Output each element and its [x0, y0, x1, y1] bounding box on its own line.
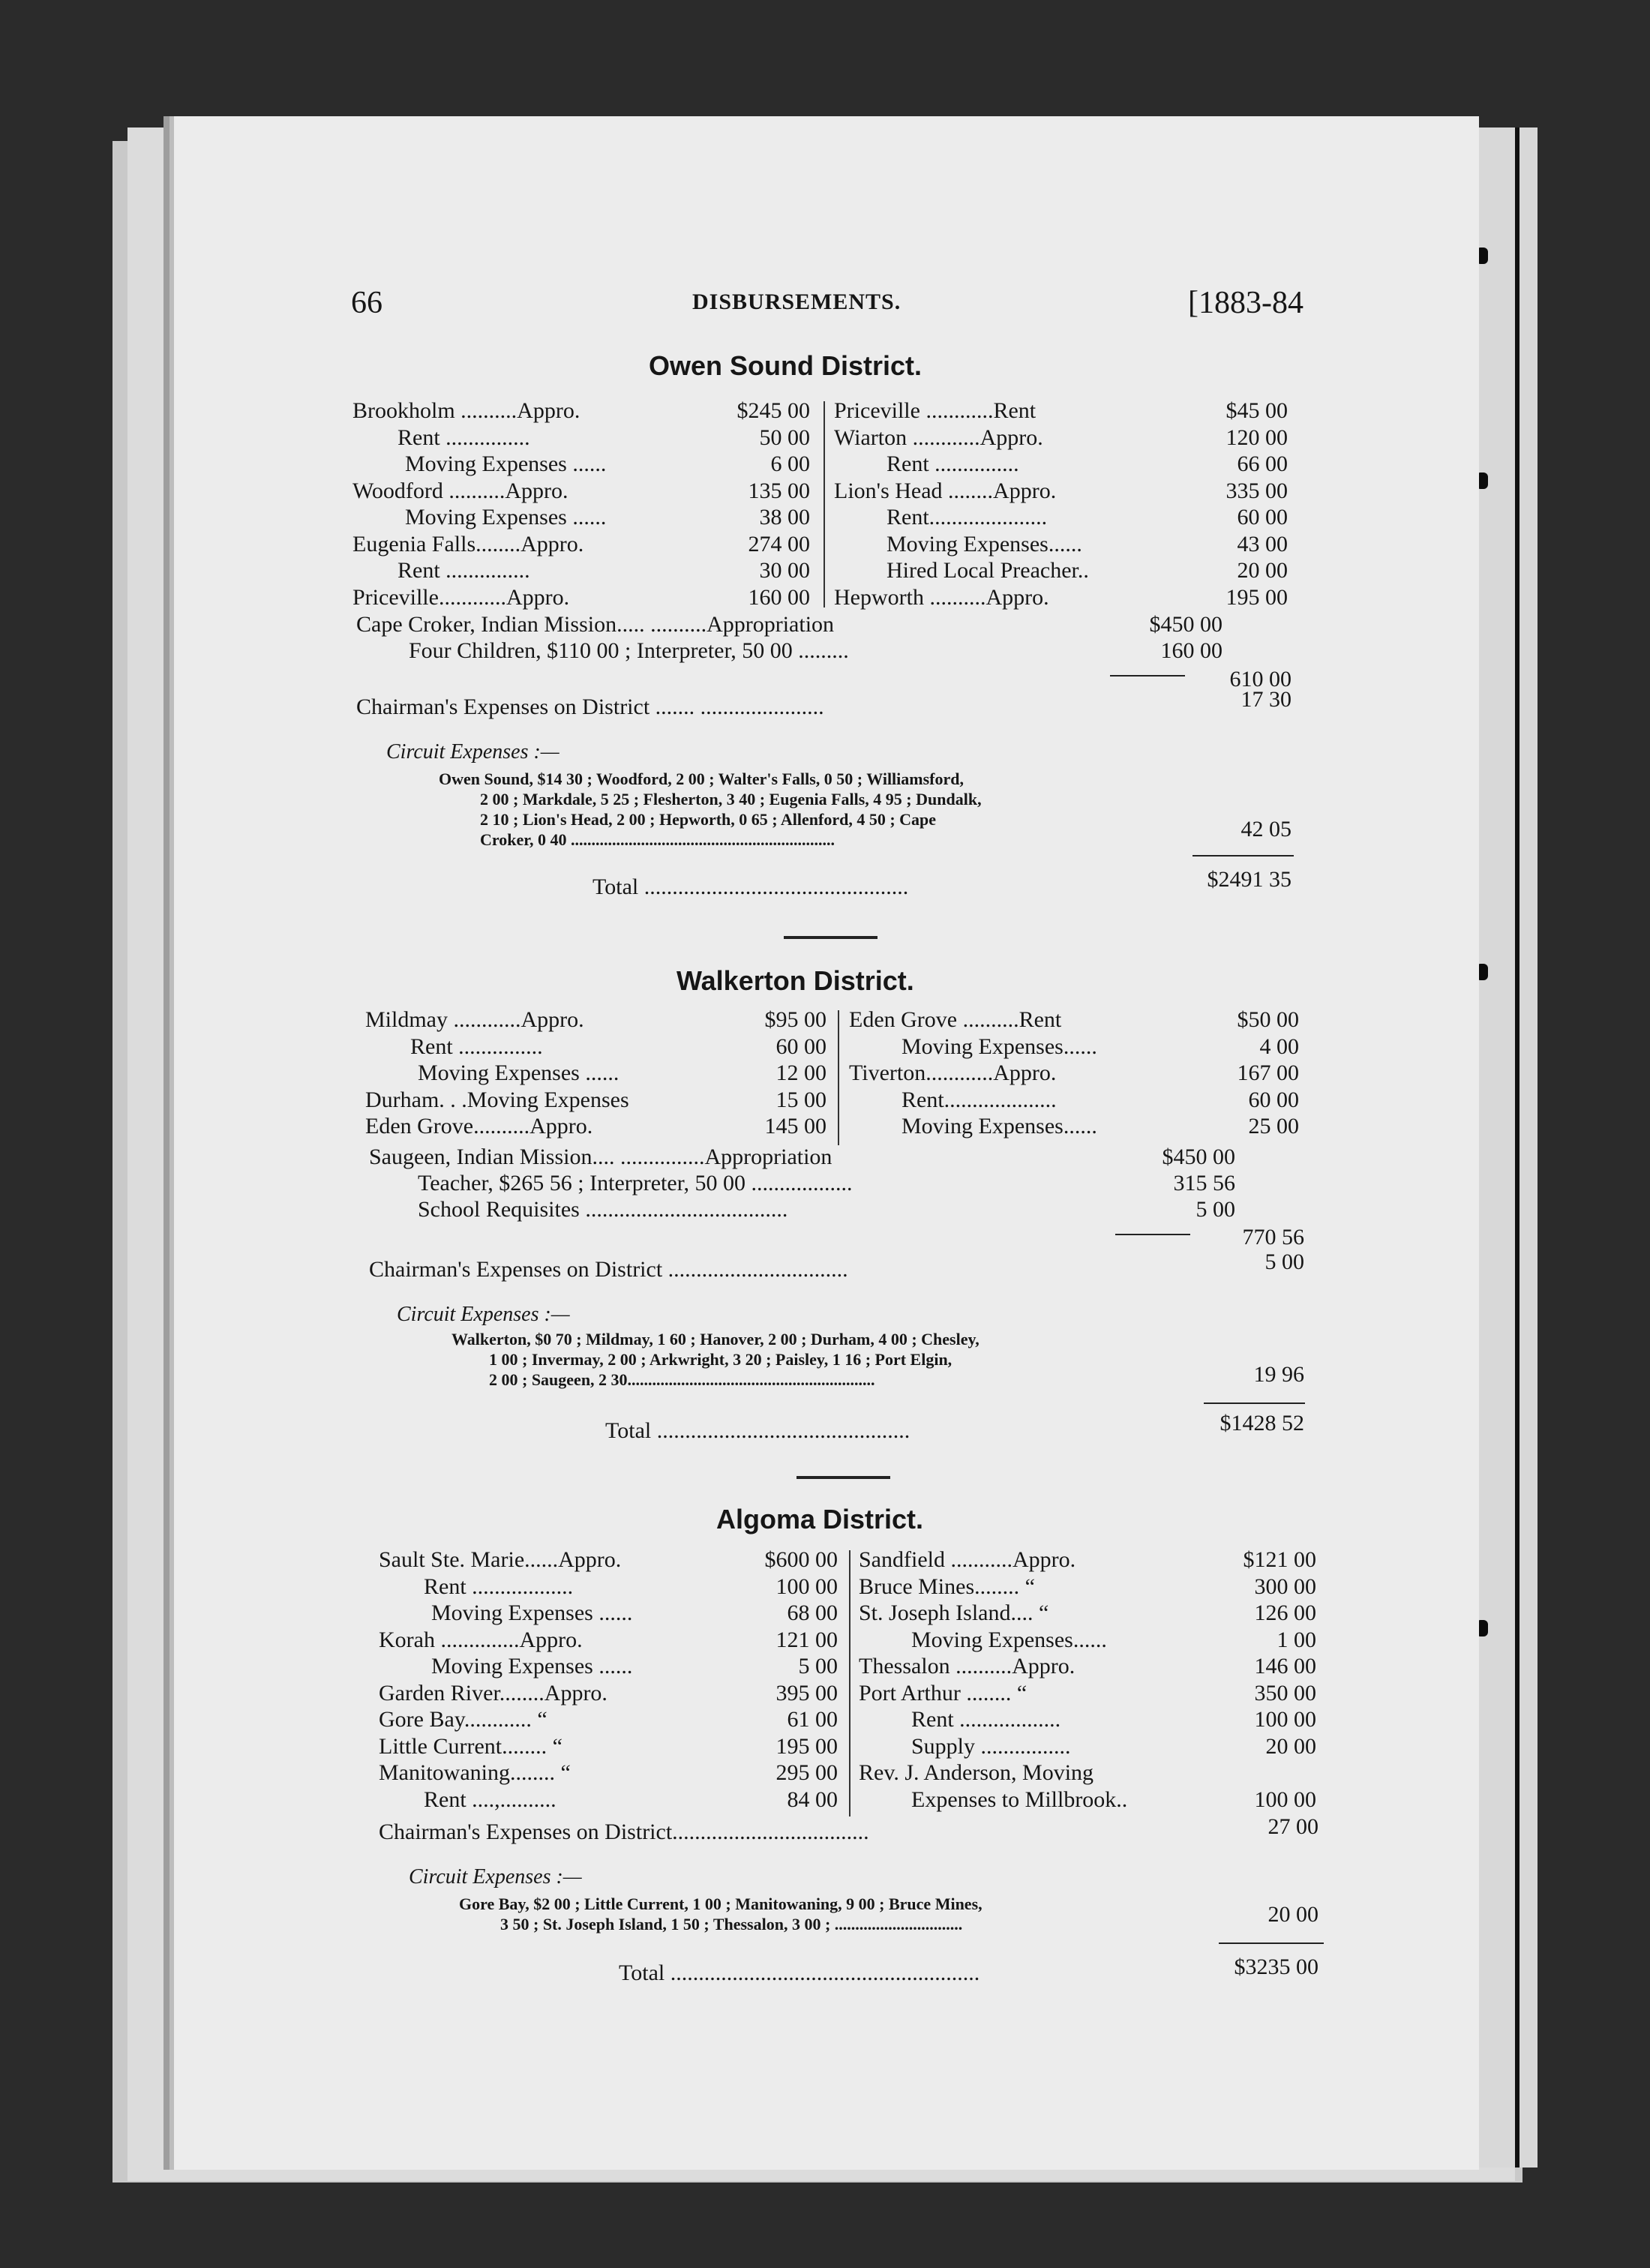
mission-sub-line: Teacher, $265 56 ; Interpreter, 50 00 .................. — [418, 1171, 853, 1196]
mission-sub-line-2: School Requisites .................................... — [418, 1197, 788, 1222]
ledger-row — [379, 1546, 838, 1574]
mission-line: Saugeen, Indian Mission.... ...............Appropriation — [369, 1144, 832, 1169]
ledger-amount: 1 00 — [1276, 1627, 1316, 1652]
ledger-row — [365, 1087, 826, 1114]
ledger-item: Manitowaning........ “ — [379, 1760, 571, 1785]
ledger-row — [834, 504, 1288, 531]
ledger-item: Rent .................. — [911, 1707, 1061, 1732]
ledger-item: Rent .................. — [424, 1574, 574, 1599]
ledger-amount: $245 00 — [736, 398, 810, 423]
ledger-item: Gore Bay............ “ — [379, 1707, 548, 1732]
right-column — [859, 1546, 1316, 1813]
ledger-row — [849, 1060, 1299, 1087]
circuit-line: 2 00 ; Markdale, 5 25 ; Flesherton, 3 40 ; Eugenia Falls, 4 95 ; Dundalk, — [480, 790, 982, 808]
ledger-item: Rent ....,.......... — [424, 1786, 556, 1812]
circuit-line: Owen Sound, $14 30 ; Woodford, 2 00 ; Walter's Falls, 0 50 ; Williamsford, — [439, 770, 964, 788]
circuit-amount: 42 05 — [1240, 817, 1292, 842]
ledger-amount: 295 00 — [776, 1760, 838, 1785]
ledger-amount: 30 00 — [759, 558, 810, 583]
ledger-item: Moving Expenses ...... — [405, 452, 607, 476]
ledger-row — [834, 424, 1288, 452]
ledger-row — [859, 1680, 1316, 1707]
ledger-amount: 25 00 — [1248, 1114, 1299, 1138]
ledger-item: Rev. J. Anderson, Moving — [859, 1760, 1094, 1785]
page-header — [351, 285, 1304, 330]
circuit-line: Croker, 0 40 ................................................................ — [480, 830, 835, 849]
ledger-row — [849, 1087, 1299, 1114]
ledger-amount: 395 00 — [776, 1680, 838, 1706]
mission-total: 610 00 — [1229, 667, 1292, 692]
total-label: Total ............................................. — [605, 1418, 910, 1443]
ledger-amount: $95 00 — [764, 1007, 826, 1032]
ledger-item: Rent ............... — [398, 424, 530, 450]
circuit-label: Circuit Expenses :— — [397, 1303, 570, 1326]
total-amount: $3235 00 — [1234, 1954, 1318, 1979]
mission-sub-line: Four Children, $110 00 ; Interpreter, 50 00 ......... — [409, 638, 849, 663]
ledger-item: Lion's Head ........Appro. — [834, 478, 1057, 503]
ledger-item: Rent ............... — [886, 452, 1019, 476]
chairman-amount: 27 00 — [1268, 1814, 1318, 1839]
mission-total: 770 56 — [1242, 1225, 1304, 1250]
left-column — [379, 1546, 838, 1813]
ledger-item: Bruce Mines........ “ — [859, 1574, 1035, 1599]
ledger-amount: 100 00 — [1254, 1707, 1316, 1732]
ledger-row — [352, 584, 810, 611]
ledger-amount: 100 00 — [1254, 1786, 1316, 1812]
ledger-item: Woodford ..........Appro. — [352, 478, 568, 503]
algoma-district — [375, 1500, 1328, 1995]
circuit-label: Circuit Expenses :— — [409, 1865, 582, 1888]
ledger-amount: 120 00 — [1226, 424, 1288, 450]
ledger-amount: $50 00 — [1237, 1007, 1299, 1032]
total-amount: $1428 52 — [1220, 1411, 1304, 1436]
ledger-row — [859, 1786, 1316, 1814]
ledger-amount: 5 00 — [798, 1654, 838, 1678]
ledger-amount: 145 00 — [764, 1114, 826, 1138]
column-divider — [849, 1550, 850, 1816]
ledger-amount: 50 00 — [759, 424, 810, 450]
ledger-item: Durham. . .Moving Expenses — [365, 1087, 629, 1112]
ledger-item: Moving Expenses...... — [902, 1034, 1097, 1059]
ledger-item: Sandfield ...........Appro. — [859, 1547, 1076, 1572]
ledger-item: Moving Expenses ...... — [431, 1654, 633, 1678]
ledger-amount: 274 00 — [748, 531, 810, 556]
circuit-line: Walkerton, $0 70 ; Mildmay, 1 60 ; Hanover, 2 00 ; Durham, 4 00 ; Chesley, — [452, 1330, 980, 1348]
ledger-row — [352, 531, 810, 558]
ledger-row — [849, 1113, 1299, 1140]
right-column — [849, 1006, 1299, 1140]
total-amount: $2491 35 — [1207, 867, 1292, 892]
ledger-row — [379, 1760, 838, 1786]
ledger-row — [379, 1733, 838, 1760]
ledger-amount: 60 00 — [1237, 505, 1288, 530]
ledger-item: Rent ............... — [398, 558, 530, 583]
ledger-amount: 68 00 — [787, 1600, 838, 1625]
total-rule — [1204, 1402, 1305, 1404]
ledger-item: Moving Expenses ...... — [405, 505, 607, 530]
ledger-amount: 195 00 — [1226, 584, 1288, 610]
circuit-label: Circuit Expenses :— — [386, 740, 560, 764]
ledger-row — [859, 1574, 1316, 1600]
ledger-row — [365, 1060, 826, 1087]
ledger-row — [859, 1706, 1316, 1733]
ledger-item: St. Joseph Island.... “ — [859, 1600, 1049, 1625]
ledger-row — [859, 1600, 1316, 1627]
ledger-amount: 38 00 — [759, 505, 810, 530]
ledger-item: Rent ............... — [410, 1034, 543, 1059]
chairman-line: Chairman's Expenses on District................................... — [379, 1820, 869, 1844]
ledger-row — [859, 1760, 1316, 1786]
year-range: [1883-84 — [1188, 286, 1304, 320]
running-title: DISBURSEMENTS. — [692, 290, 902, 314]
ledger-item: Hired Local Preacher.. — [886, 558, 1089, 583]
ledger-row — [379, 1786, 838, 1814]
ledger-amount: $45 00 — [1226, 398, 1288, 423]
section-separator — [784, 936, 878, 939]
chairman-amount: 5 00 — [1264, 1250, 1304, 1274]
ledger-row — [379, 1680, 838, 1707]
right-column — [834, 398, 1288, 610]
ledger-amount: $600 00 — [764, 1547, 838, 1572]
ledger-item: Rent.................... — [902, 1087, 1057, 1112]
ledger-amount: 121 00 — [776, 1627, 838, 1652]
ledger-item: Eugenia Falls........Appro. — [352, 531, 584, 556]
ledger-row — [352, 504, 810, 531]
ledger-row — [859, 1653, 1316, 1680]
ledger-amount: 195 00 — [776, 1733, 838, 1759]
ledger-item: Moving Expenses ...... — [418, 1060, 620, 1085]
ledger-row — [379, 1600, 838, 1627]
ledger-row — [379, 1653, 838, 1680]
ledger-row — [352, 398, 810, 424]
sum-rule — [1110, 675, 1185, 676]
ledger-amount: 61 00 — [787, 1707, 838, 1732]
mission-sub-amount: 160 00 — [1160, 638, 1222, 663]
ledger-item: Moving Expenses...... — [911, 1627, 1107, 1652]
ledger-row — [859, 1733, 1316, 1760]
total-rule — [1219, 1942, 1324, 1944]
ledger-row — [834, 557, 1288, 584]
ledger-amount: 60 00 — [776, 1034, 826, 1059]
section-separator — [796, 1476, 890, 1479]
ledger-row — [365, 1113, 826, 1140]
ledger-amount: 160 00 — [748, 584, 810, 610]
ledger-row — [849, 1034, 1299, 1060]
ledger-amount: 4 00 — [1259, 1034, 1299, 1059]
book-edge-line — [1515, 128, 1520, 2168]
total-label: Total ....................................................... — [619, 1960, 980, 1985]
total-rule — [1192, 855, 1294, 856]
sum-rule — [1115, 1234, 1190, 1235]
circuit-line: 1 00 ; Invermay, 2 00 ; Arkwright, 3 20 ; Paisley, 1 16 ; Port Elgin, — [489, 1350, 952, 1369]
ledger-amount: 20 00 — [1265, 1733, 1316, 1759]
district-title: Walkerton District. — [676, 965, 914, 996]
ledger-amount: 167 00 — [1237, 1060, 1299, 1085]
ledger-row — [834, 531, 1288, 558]
total-label: Total ............................................... — [592, 874, 909, 899]
mission-amount: $450 00 — [1162, 1144, 1235, 1169]
ledger-item: Eden Grove..........Appro. — [365, 1114, 593, 1138]
owen-sound-district — [352, 345, 1298, 915]
ledger-item: Supply ................ — [911, 1733, 1071, 1759]
ledger-row — [859, 1546, 1316, 1574]
ledger-item: Expenses to Millbrook.. — [911, 1786, 1128, 1812]
ledger-row — [379, 1706, 838, 1733]
ledger-amount: $121 00 — [1243, 1547, 1316, 1572]
circuit-line: 2 10 ; Lion's Head, 2 00 ; Hepworth, 0 65 ; Allenford, 4 50 ; Cape — [480, 810, 937, 829]
ledger-row — [352, 451, 810, 478]
ledger-amount: 43 00 — [1237, 531, 1288, 556]
circuit-amount: 20 00 — [1268, 1902, 1318, 1927]
page-number: 66 — [351, 286, 382, 320]
ledger-item: Moving Expenses...... — [886, 531, 1082, 556]
mission-sub-amount-2: 5 00 — [1196, 1197, 1235, 1222]
ledger-amount: 135 00 — [748, 478, 810, 503]
ledger-item: Korah ..............Appro. — [379, 1627, 583, 1652]
ledger-item: Wiarton ............Appro. — [834, 424, 1043, 450]
ledger-row — [352, 424, 810, 452]
mission-line: Cape Croker, Indian Mission..... ..........Appropriation — [356, 612, 835, 637]
ledger-row — [379, 1574, 838, 1600]
ledger-amount: 20 00 — [1237, 558, 1288, 583]
ledger-item: Mildmay ............Appro. — [365, 1007, 584, 1032]
ledger-amount: 126 00 — [1254, 1600, 1316, 1625]
district-title: Owen Sound District. — [649, 350, 922, 381]
ledger-amount: 60 00 — [1248, 1087, 1299, 1112]
ledger-amount: 6 00 — [770, 452, 810, 476]
facing-page-edge — [1479, 128, 1538, 2168]
ledger-item: Eden Grove ..........Rent — [849, 1007, 1062, 1032]
ledger-item: Priceville ............Rent — [834, 398, 1036, 423]
ledger-row — [849, 1006, 1299, 1034]
ledger-item: Garden River........Appro. — [379, 1680, 608, 1706]
ledger-amount: 12 00 — [776, 1060, 826, 1085]
ledger-amount: 66 00 — [1237, 452, 1288, 476]
district-title: Algoma District. — [716, 1504, 924, 1534]
ledger-item: Rent..................... — [886, 505, 1048, 530]
mission-sub-amount: 315 56 — [1173, 1171, 1235, 1196]
left-column — [352, 398, 810, 610]
circuit-amount: 19 96 — [1253, 1362, 1304, 1387]
mission-amount: $450 00 — [1149, 612, 1222, 637]
ledger-amount: 84 00 — [787, 1786, 838, 1812]
ledger-row — [859, 1627, 1316, 1654]
ledger-item: Brookholm ..........Appro. — [352, 398, 580, 423]
chairman-amount: 17 30 — [1240, 687, 1292, 712]
ledger-amount: 300 00 — [1254, 1574, 1316, 1599]
circuit-line: Gore Bay, $2 00 ; Little Current, 1 00 ; Manitowaning, 9 00 ; Bruce Mines, — [459, 1894, 982, 1913]
ledger-amount: 350 00 — [1254, 1680, 1316, 1706]
walkerton-district — [365, 960, 1310, 1455]
column-divider — [838, 1010, 839, 1145]
ledger-row — [834, 478, 1288, 505]
ledger-amount: 146 00 — [1254, 1654, 1316, 1678]
ledger-item: Port Arthur ........ “ — [859, 1680, 1028, 1706]
ledger-row — [834, 398, 1288, 424]
ledger-row — [352, 478, 810, 505]
ledger-row — [834, 451, 1288, 478]
left-column — [365, 1006, 826, 1140]
ledger-item: Priceville............Appro. — [352, 584, 570, 610]
circuit-line: 3 50 ; St. Joseph Island, 1 50 ; Thessalon, 3 00 ; ............................... — [500, 1915, 963, 1934]
ledger-row — [365, 1034, 826, 1060]
ledger-item: Moving Expenses ...... — [431, 1600, 633, 1625]
ledger-amount: 15 00 — [776, 1087, 826, 1112]
chairman-line: Chairman's Expenses on District ................................ — [369, 1257, 848, 1282]
circuit-line: 2 00 ; Saugeen, 2 30............................................................ — [489, 1370, 875, 1389]
ledger-amount: 100 00 — [776, 1574, 838, 1599]
ledger-row — [379, 1627, 838, 1654]
ledger-row — [352, 557, 810, 584]
ledger-item: Sault Ste. Marie......Appro. — [379, 1547, 622, 1572]
column-divider — [824, 401, 825, 608]
ledger-item: Moving Expenses...... — [902, 1114, 1097, 1138]
ledger-row — [365, 1006, 826, 1034]
ledger-amount: 335 00 — [1226, 478, 1288, 503]
ledger-item: Thessalon ..........Appro. — [859, 1654, 1076, 1678]
chairman-line: Chairman's Expenses on District ....... ...................... — [356, 694, 824, 719]
ledger-item: Little Current........ “ — [379, 1733, 562, 1759]
ledger-item: Tiverton............Appro. — [849, 1060, 1057, 1085]
ledger-row — [834, 584, 1288, 611]
ledger-item: Hepworth ..........Appro. — [834, 584, 1049, 610]
